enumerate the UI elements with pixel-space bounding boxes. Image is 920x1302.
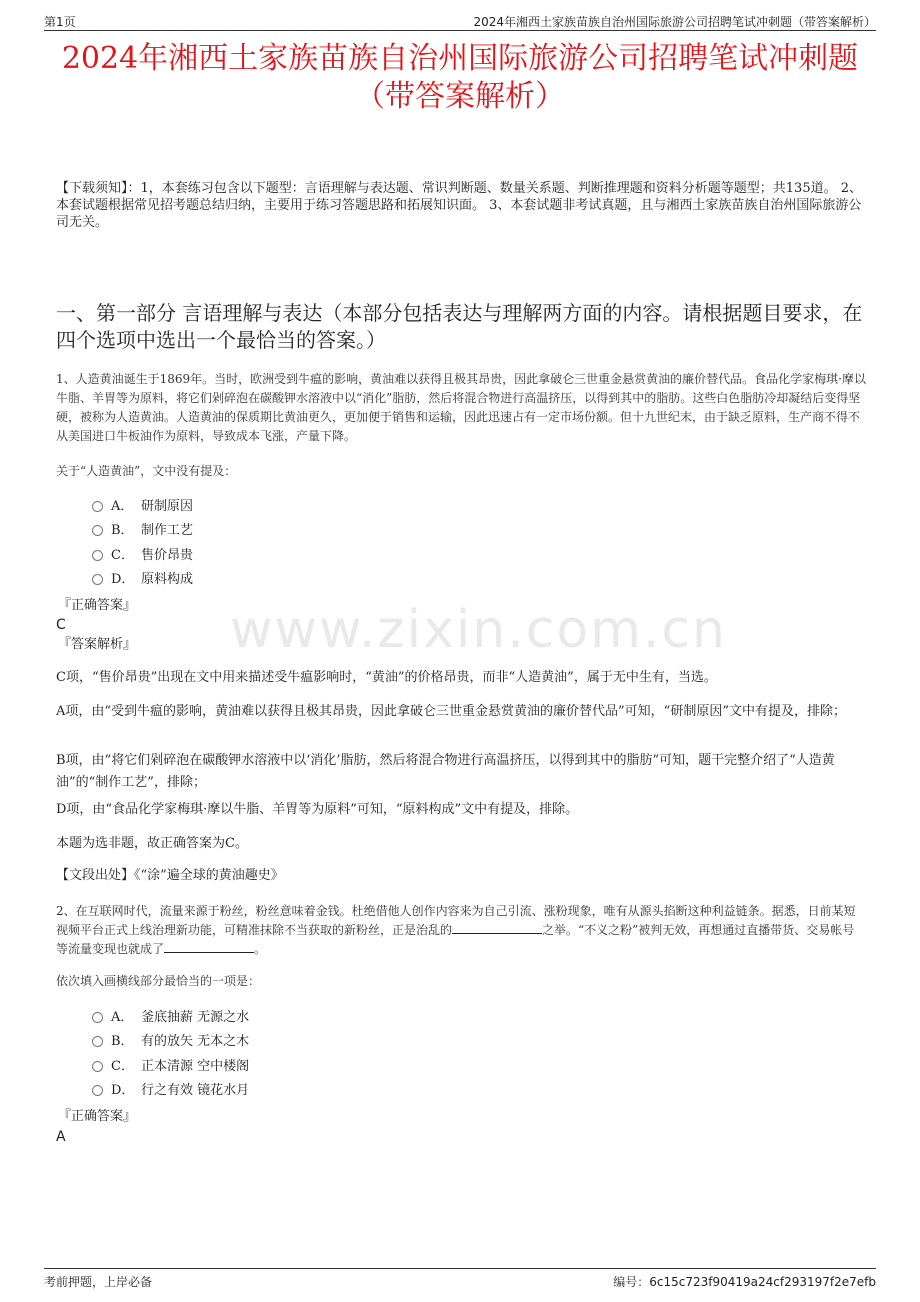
option-key: C． xyxy=(111,1058,134,1074)
radio-icon[interactable] xyxy=(92,501,103,512)
q2-answer-label: 『正确答案』 xyxy=(58,1109,137,1124)
radio-icon[interactable] xyxy=(92,525,103,536)
radio-icon[interactable] xyxy=(92,1085,103,1096)
q1-option-c[interactable] xyxy=(92,541,193,566)
q1-options xyxy=(92,492,193,590)
download-notice: 【下载须知】：1，本套练习包含以下题型：言语理解与表达题、常识判断题、数量关系题、判断推理题和资料分析题等题型；共135道。 2、本套试题根据常见招考题总结归纳，主要用于练习答题思路和拓展知识面。 3、本套试题非考试真题，且与湘西土家族苗族自治州国际旅游公司无关。 xyxy=(56,181,862,230)
q1-answer-label: 『正确答案』 xyxy=(58,598,137,613)
q1-analysis-c: C项，“售价昂贵”出现在文中用来描述受牛瘟影响时，“黄油”的价格昂贵，而非“人造黄油”，属于无中生有，当选。 xyxy=(56,670,717,685)
page-header xyxy=(44,12,876,31)
radio-icon[interactable] xyxy=(92,550,103,561)
option-text: 有的放矢 无本之木 xyxy=(141,1034,250,1050)
option-text: 原料构成 xyxy=(141,572,194,588)
option-text: 釜底抽薪 无源之水 xyxy=(141,1009,250,1025)
watermark: www.zixin.com.cn xyxy=(230,600,727,660)
q2-option-c[interactable] xyxy=(92,1052,249,1077)
option-key: D． xyxy=(111,1083,135,1099)
radio-icon[interactable] xyxy=(92,574,103,585)
q1-analysis-a: A项，由“受到牛瘟的影响，黄油难以获得且极其昂贵，因此拿破仑三世重金悬赏黄油的廉价替代品”可知，“研制原因”文中有提及，排除； xyxy=(56,704,846,719)
option-text: 行之有效 镜花水月 xyxy=(141,1083,250,1099)
q2-text-part-1: 2、在互联网时代，流量来源于粉丝，粉丝意味着金钱。杜绝借他人创作内容来为自己引流、涨粉现象，唯有从源头掐断这种利益链条。据悉，日前某短视频平台正式上线治理新功能，可精准抹除不当获取的新粉丝，正是治乱的 xyxy=(56,904,856,937)
title-line-2: （带答案解析） xyxy=(355,79,565,114)
q1-analysis-d: D项，由“食品化学家梅琪·摩以牛脂、羊胃等为原料”可知，“原料构成”文中有提及，排除。 xyxy=(56,802,579,817)
q1-option-d[interactable] xyxy=(92,566,193,591)
q1-passage: 1、人造黄油诞生于1869年。当时，欧洲受到牛瘟的影响，黄油难以获得且极其昂贵，因此拿破仑三世重金悬赏黄油的廉价替代品。食品化学家梅琪·摩以牛脂、羊胃等为原料，将它们剁碎泡在碳酸钾水溶液中以“消化”脂肪，然后将混合物进行高温挤压，以得到其中的脂肪。这些白色脂肪冷却凝结后变得坚硬，被称为人造黄油。人造黄油的保质期比黄油更久，更加便于销售和运输，因此迅速占有一定市场份额。但十九世纪末，由于缺乏原料，生产商不得不从美国进口牛板油作为原料，导致成本飞涨，产量下降。 xyxy=(56,372,866,443)
page-title xyxy=(40,40,880,116)
q2-options xyxy=(92,1003,249,1101)
q2-option-a[interactable] xyxy=(92,1003,249,1028)
option-key: B． xyxy=(111,1034,134,1050)
q1-source: 【文段出处】《“涂”遍全球的黄油趣史》 xyxy=(56,868,284,883)
q1-analysis-b: B项，由“将它们剁碎泡在碳酸钾水溶液中以‘消化’脂肪，然后将混合物进行高温挤压，以得到其中的脂肪”可知，题干完整介绍了“人造黄油”的“制作工艺”，排除； xyxy=(56,753,835,790)
q2-blank-2[interactable] xyxy=(164,940,254,953)
page-footer xyxy=(44,1268,876,1291)
q2-blank-1[interactable] xyxy=(452,921,542,934)
q1-prompt: 关于“人造黄油”，文中没有提及： xyxy=(56,464,237,478)
radio-icon[interactable] xyxy=(92,1061,103,1072)
q1-option-a[interactable] xyxy=(92,492,193,517)
option-key: A． xyxy=(111,1009,134,1025)
radio-icon[interactable] xyxy=(92,1012,103,1023)
q2-option-d[interactable] xyxy=(92,1077,249,1102)
q1-answer: C xyxy=(56,617,66,633)
page-number: 第1页 xyxy=(44,15,76,29)
option-key: C． xyxy=(111,547,134,563)
q1-analysis-label: 『答案解析』 xyxy=(58,637,137,652)
q2-passage xyxy=(56,902,866,959)
title-line-1: 2024年湘西土家族苗族自治州国际旅游公司招聘笔试冲刺题 xyxy=(61,41,859,76)
q2-answer: A xyxy=(56,1129,66,1145)
option-key: A． xyxy=(111,498,134,514)
option-key: B． xyxy=(111,523,134,539)
option-text: 正本清源 空中楼阁 xyxy=(141,1058,250,1074)
option-text: 研制原因 xyxy=(141,498,194,514)
q2-prompt: 依次填入画横线部分最恰当的一项是： xyxy=(56,974,261,988)
option-text: 售价昂贵 xyxy=(141,547,194,563)
footer-doc-id: 编号：6c15c723f90419a24cf293197f2e7efb xyxy=(613,1275,876,1289)
footer-slogan: 考前押题，上岸必备 xyxy=(44,1275,153,1289)
option-key: D． xyxy=(111,572,135,588)
q2-option-b[interactable] xyxy=(92,1028,249,1053)
q2-text-part-3: 。 xyxy=(254,942,267,956)
radio-icon[interactable] xyxy=(92,1036,103,1047)
option-text: 制作工艺 xyxy=(141,523,194,539)
section-title: 一、第一部分 言语理解与表达（本部分包括表达与理解两方面的内容。请根据题目要求，在四个选项中选出一个最恰当的答案。） xyxy=(56,301,863,352)
q2-text-part-2: 之举。“不义之粉”被判无效，再想通过直播带货、交易帐号等流量变现也就成了 xyxy=(56,923,855,956)
q1-conclusion: 本题为选非题，故正确答案为C。 xyxy=(56,836,248,851)
q1-option-b[interactable] xyxy=(92,517,193,542)
header-doc-title: 2024年湘西土家族苗族自治州国际旅游公司招聘笔试冲刺题（带答案解析） xyxy=(473,15,876,29)
